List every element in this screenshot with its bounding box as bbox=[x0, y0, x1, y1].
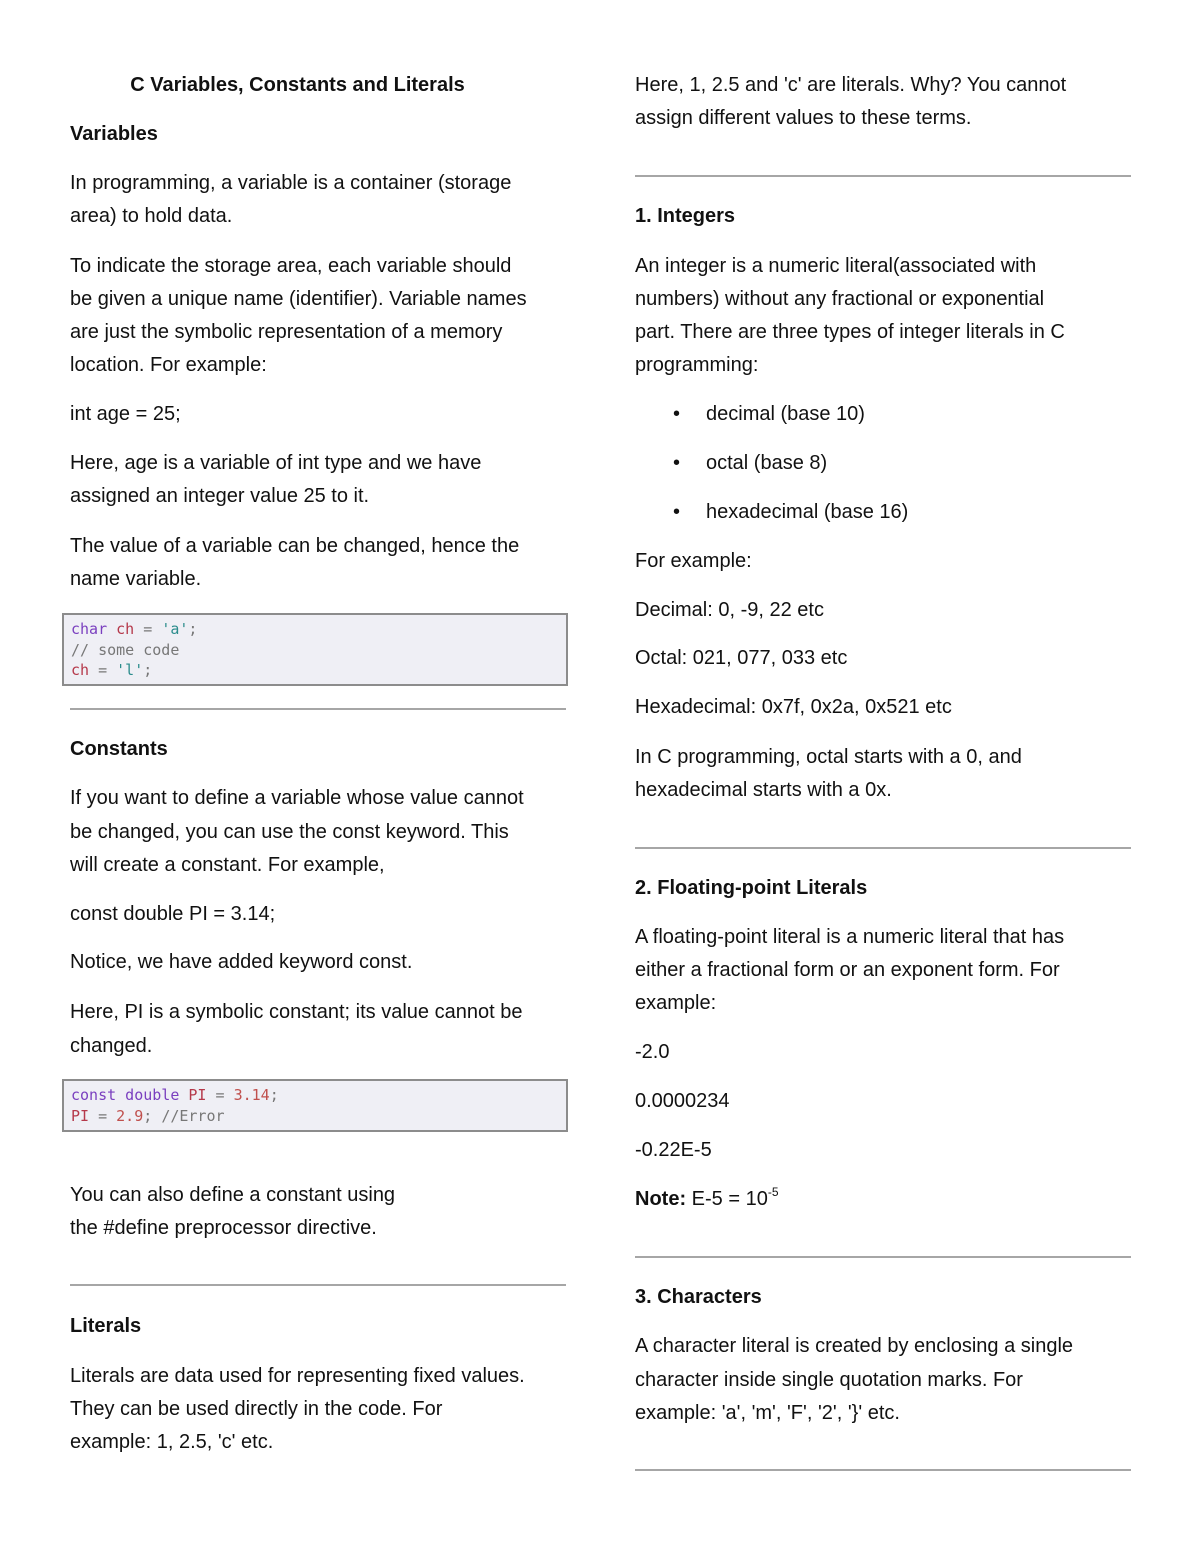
paragraph-line: either a fractional form or an exponent form. For bbox=[635, 959, 1060, 981]
paragraph-line: area) to hold data. bbox=[70, 205, 233, 227]
note-line bbox=[635, 1183, 779, 1216]
paragraph-line: changed. bbox=[70, 1035, 153, 1057]
bullet-dot: • bbox=[673, 403, 681, 425]
page-title: C Variables, Constants and Literals bbox=[130, 74, 465, 96]
list-item: decimal (base 10) bbox=[706, 403, 865, 425]
integers-heading: 1. Integers bbox=[635, 205, 736, 227]
paragraph-line: are just the symbolic representation of a memory bbox=[70, 321, 503, 343]
code-operator: = bbox=[89, 661, 117, 679]
code-example: int age = 25; bbox=[70, 403, 181, 425]
paragraph-line: In C programming, octal starts with a 0, and bbox=[635, 746, 1022, 768]
characters-heading: 3. Characters bbox=[635, 1286, 762, 1308]
paragraph-line: the #define preprocessor directive. bbox=[70, 1217, 377, 1239]
paragraph-line: To indicate the storage area, each variable should bbox=[70, 255, 512, 277]
paragraph-line: Here, age is a variable of int type and we have bbox=[70, 452, 482, 474]
code-punct: ; bbox=[269, 1086, 279, 1104]
code-punct: ; bbox=[188, 620, 198, 638]
paragraph-line: character inside single quotation marks. For bbox=[635, 1369, 1023, 1391]
paragraph-line: name variable. bbox=[70, 568, 202, 590]
paragraph-line: part. There are three types of integer literals in C bbox=[635, 321, 1065, 343]
paragraph-line: Octal: 021, 077, 033 etc bbox=[635, 647, 848, 669]
code-variable: PI bbox=[188, 1086, 207, 1104]
code-number: 2.9 bbox=[116, 1106, 144, 1125]
code-operator: = bbox=[89, 1106, 117, 1125]
paragraph-line: A floating-point literal is a numeric literal that has bbox=[635, 926, 1065, 948]
paragraph-line: In programming, a variable is a container (storage bbox=[70, 172, 512, 194]
section-divider bbox=[635, 175, 1131, 177]
list-item: octal (base 8) bbox=[706, 452, 828, 474]
floating-heading: 2. Floating-point Literals bbox=[635, 877, 868, 899]
code-operator: = bbox=[134, 620, 162, 638]
paragraph-line: will create a constant. For example, bbox=[70, 854, 385, 876]
paragraph-line: You can also define a constant using bbox=[70, 1184, 396, 1206]
code-number: 3.14 bbox=[233, 1086, 270, 1104]
code-variable: ch bbox=[71, 661, 90, 679]
note-text: E-5 = 10 bbox=[686, 1188, 768, 1210]
bullet-dot: • bbox=[673, 452, 681, 474]
note-exponent: -5 bbox=[767, 1185, 779, 1199]
section-divider bbox=[70, 708, 566, 710]
code-string: 'l' bbox=[116, 661, 144, 679]
code-variable: ch bbox=[116, 620, 135, 638]
code-string: 'a' bbox=[161, 620, 189, 638]
code-comment: //Error bbox=[161, 1106, 225, 1125]
section-divider bbox=[635, 847, 1131, 849]
paragraph-line: The value of a variable can be changed, hence the bbox=[70, 535, 520, 557]
code-variable: PI bbox=[71, 1106, 90, 1125]
paragraph-line: assign different values to these terms. bbox=[635, 107, 972, 129]
paragraph-line: Here, 1, 2.5 and 'c' are literals. Why? You cannot bbox=[635, 74, 1067, 96]
paragraph-line: be given a unique name (identifier). Variable names bbox=[70, 288, 527, 310]
paragraph-line: If you want to define a variable whose value cannot bbox=[70, 787, 524, 809]
paragraph-line: They can be used directly in the code. For bbox=[70, 1398, 443, 1420]
code-keyword: const double bbox=[71, 1086, 180, 1104]
paragraph-line: For example: bbox=[635, 550, 752, 572]
paragraph-line: hexadecimal starts with a 0x. bbox=[635, 779, 892, 801]
example-value: -2.0 bbox=[635, 1041, 670, 1063]
paragraph-line: Notice, we have added keyword const. bbox=[70, 951, 413, 973]
paragraph-line: numbers) without any fractional or exponential bbox=[635, 288, 1045, 310]
code-example: const double PI = 3.14; bbox=[70, 903, 276, 925]
code-block-variable bbox=[62, 613, 568, 686]
paragraph-line: example: bbox=[635, 992, 717, 1014]
paragraph-line: assigned an integer value 25 to it. bbox=[70, 485, 370, 507]
code-keyword: char bbox=[71, 620, 108, 638]
paragraph-line: programming: bbox=[635, 354, 759, 376]
paragraph-line: Here, PI is a symbolic constant; its value cannot be bbox=[70, 1001, 523, 1023]
section-divider bbox=[635, 1469, 1131, 1471]
list-item: hexadecimal (base 16) bbox=[706, 501, 909, 523]
constants-heading: Constants bbox=[70, 738, 168, 760]
paragraph-line: example: 1, 2.5, 'c' etc. bbox=[70, 1431, 274, 1453]
paragraph-line: A character literal is created by enclosing a single bbox=[635, 1335, 1074, 1357]
example-value: -0.22E-5 bbox=[635, 1139, 712, 1161]
code-operator: = bbox=[206, 1086, 234, 1104]
paragraph-line: example: 'a', 'm', 'F', '2', '}' etc. bbox=[635, 1402, 900, 1424]
variables-heading: Variables bbox=[70, 123, 158, 145]
example-value: 0.0000234 bbox=[635, 1090, 730, 1112]
code-comment: // some code bbox=[71, 640, 180, 659]
section-divider bbox=[635, 1256, 1131, 1258]
paragraph-line: Hexadecimal: 0x7f, 0x2a, 0x521 etc bbox=[635, 696, 952, 718]
paragraph-line: Literals are data used for representing fixed values. bbox=[70, 1365, 525, 1387]
note-label: Note: bbox=[635, 1188, 687, 1210]
bullet-dot: • bbox=[673, 501, 681, 523]
paragraph-line: An integer is a numeric literal(associated with bbox=[635, 255, 1037, 277]
paragraph-line: location. For example: bbox=[70, 354, 267, 376]
section-divider bbox=[70, 1284, 566, 1286]
paragraph-line: be changed, you can use the const keyword. This bbox=[70, 821, 509, 843]
literals-heading: Literals bbox=[70, 1315, 142, 1337]
code-punct: ; bbox=[143, 661, 153, 679]
paragraph-line: Decimal: 0, -9, 22 etc bbox=[635, 599, 824, 621]
code-punct: ; bbox=[143, 1106, 162, 1125]
code-block-constant bbox=[62, 1079, 568, 1132]
